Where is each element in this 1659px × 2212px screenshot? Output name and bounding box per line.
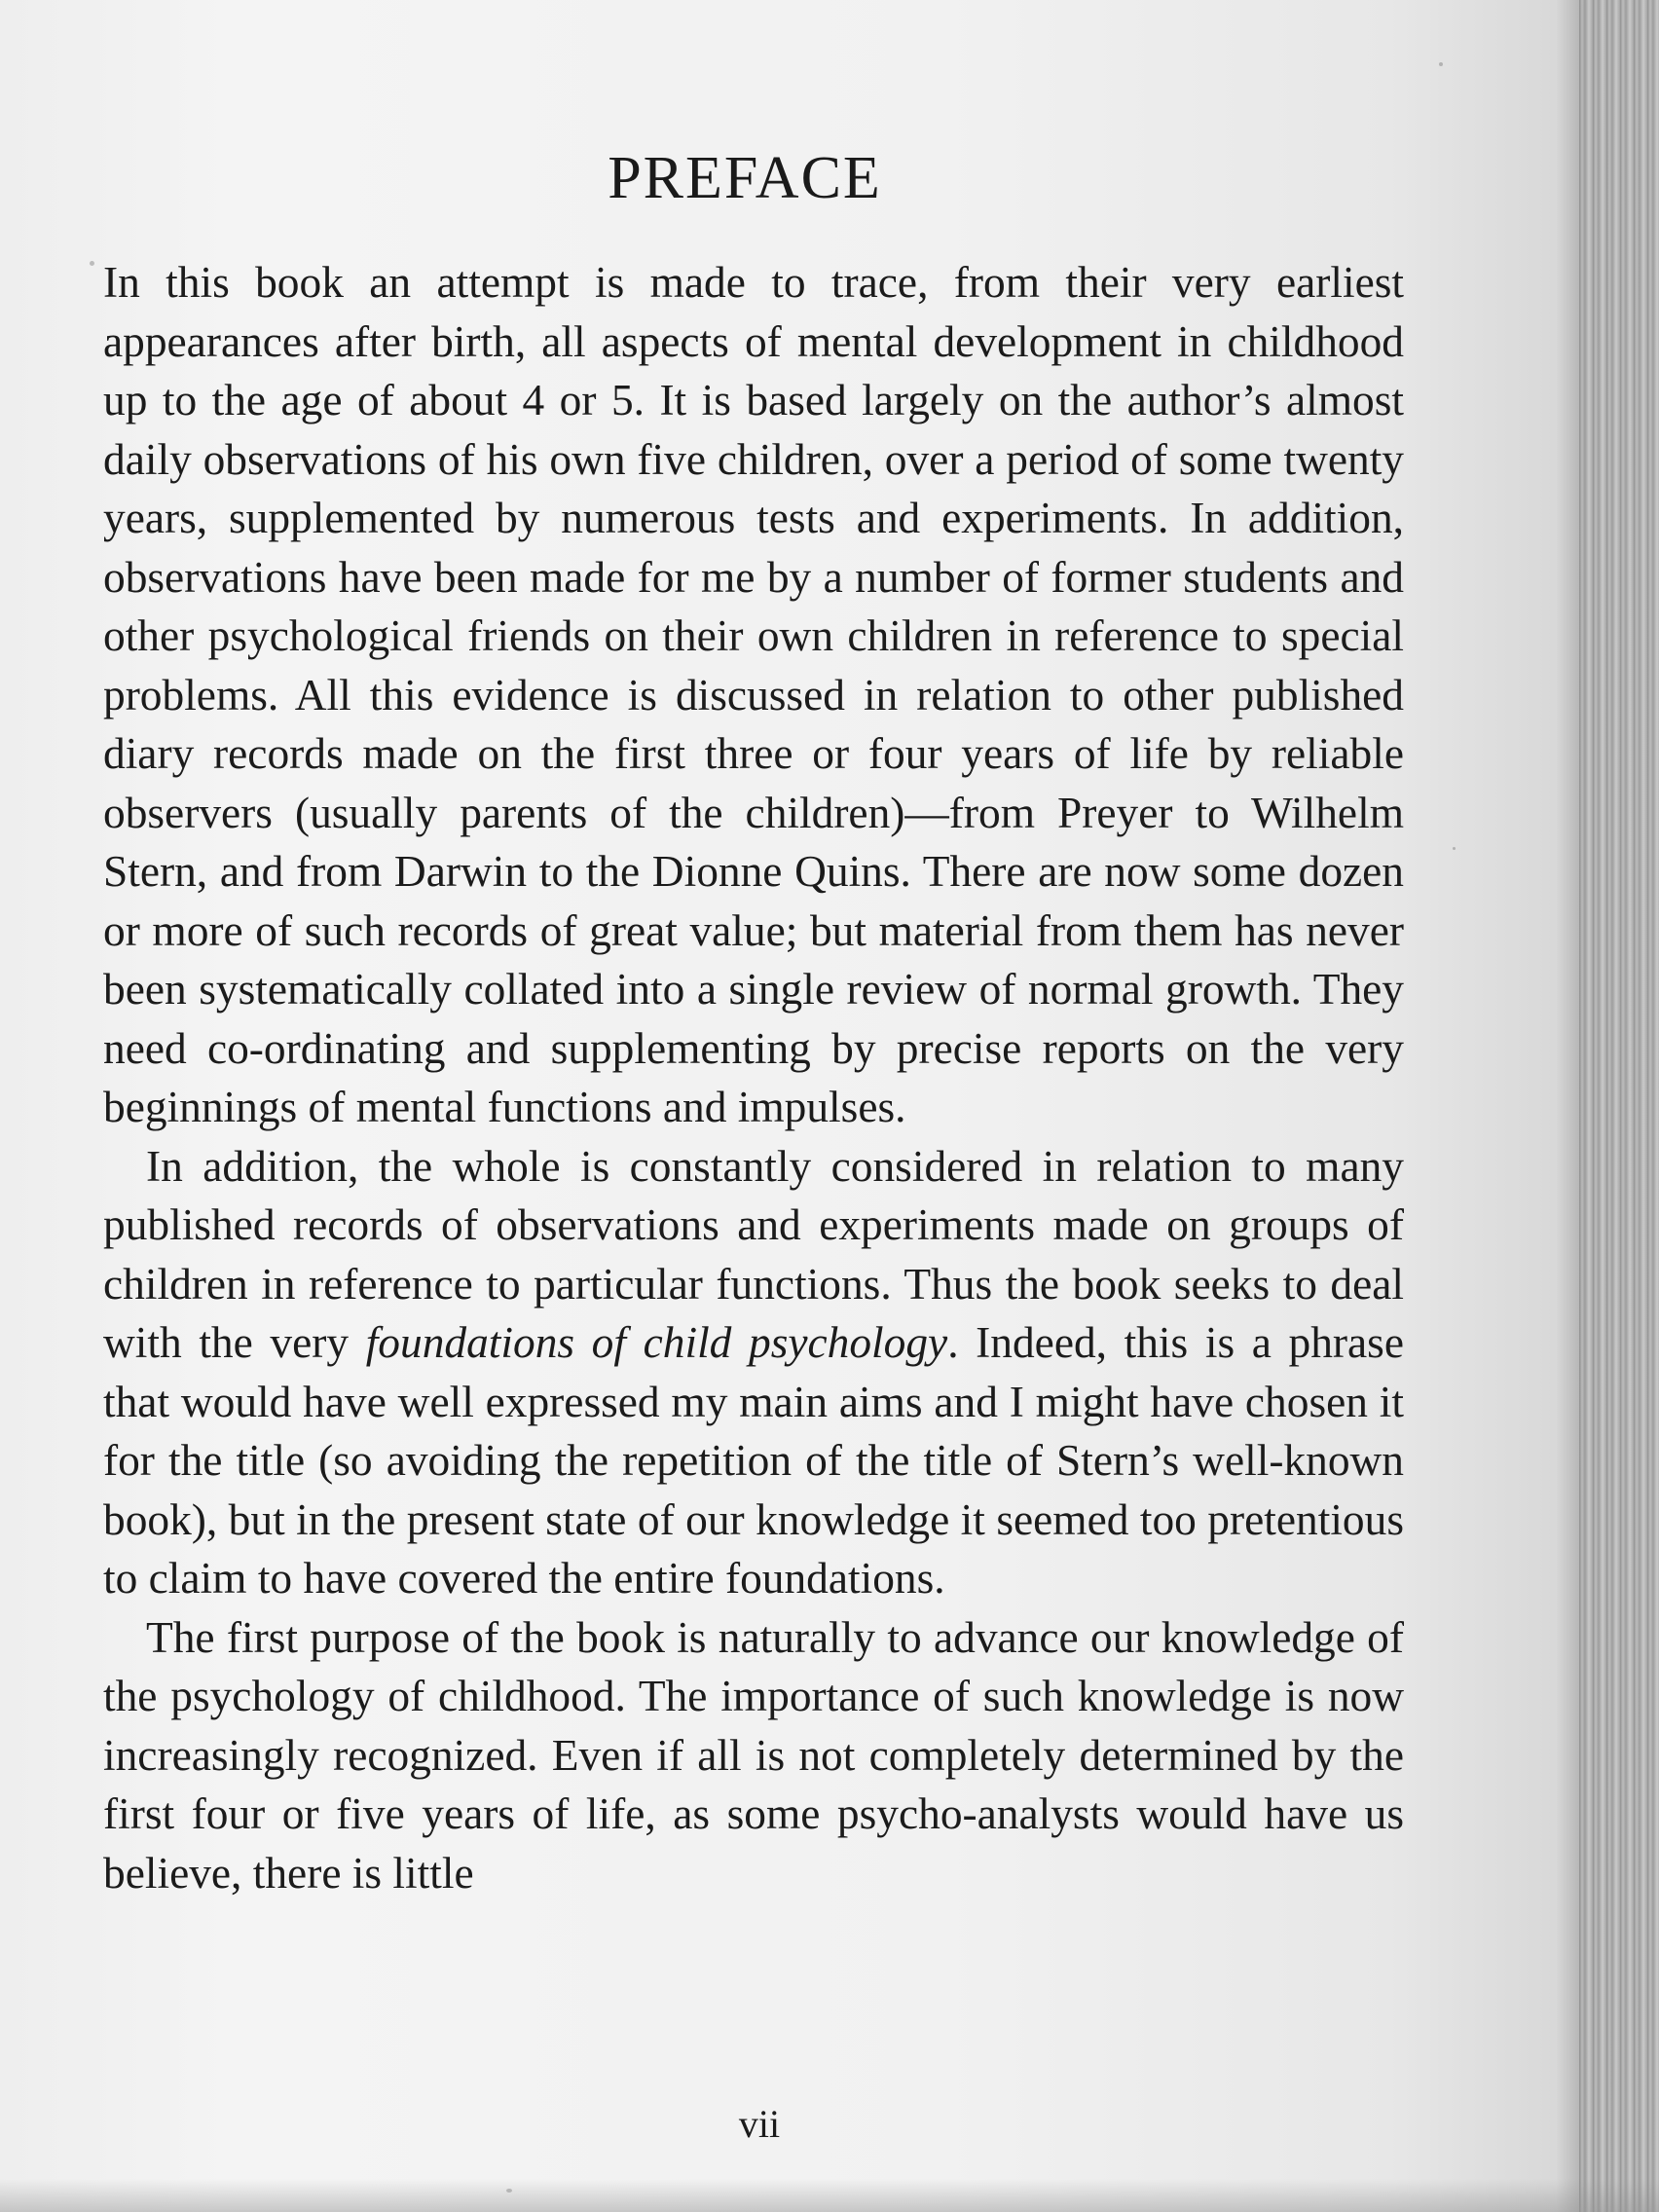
- preface-body: [103, 253, 1404, 1902]
- paragraph-1: [103, 253, 1404, 1137]
- page-title: PREFACE: [608, 145, 882, 211]
- paper-speck: [1439, 62, 1443, 66]
- page-stack-edge: [1579, 0, 1659, 2212]
- paragraph-2-text-start: In addition, the whole is constantly considered in relation to many published records of observations and experiments made on groups of children in reference to particular functions. Thus the book seeks to deal with the very: [103, 1141, 1404, 1367]
- paper-speck: [1453, 847, 1456, 850]
- bottom-shadow: [0, 2179, 1659, 2212]
- paper-speck: [90, 261, 94, 266]
- page-number: vii: [738, 2102, 781, 2146]
- paragraph-2-italic-phrase: foundations of child psychology: [365, 1318, 948, 1367]
- paragraph-3-text: The first purpose of the book is naturally to advance our knowledge of the psychology of childhood. The importance of such knowledge is now increasingly recognized. Even if all is not completely determined by the first four or five years of life, as some psycho-analysts would have us believe, there is little: [103, 1612, 1404, 1898]
- paragraph-1-text: In this book an attempt is made to trace, from their very earliest appearances after birth, all aspects of mental development in childhood up to the age of about 4 or 5. It is based largely on the author’s almost daily observations of his own five children, over a period of some twenty years, supplemented by numerous tests and experiments. In addition, observations have been made for me by a number of former students and other psychological friends on their own children in reference to special problems. All this evidence is discussed in relation to other published diary records made on the first three or four years of life by reliable observers (usually parents of the children)—from Preyer to Wilhelm Stern, and from Darwin to the Dionne Quins. There are now some dozen or more of such records of great value; but material from them has never been systematically collated into a single review of normal growth. They need co-ordinating and supplementing by precise reports on the very beginnings of mental functions and impulses.: [103, 258, 1404, 1131]
- paragraph-2-text-end: . Indeed, this is a phrase that would have well expressed my main aims and I might have chosen it for the title (so avoiding the repetition of the title of Stern’s well-known book), but in the present state of our knowledge it seemed too pretentious to claim to have covered the entire foundations.: [103, 1318, 1404, 1603]
- paragraph-3: [103, 1608, 1404, 1903]
- paragraph-2: [103, 1137, 1404, 1608]
